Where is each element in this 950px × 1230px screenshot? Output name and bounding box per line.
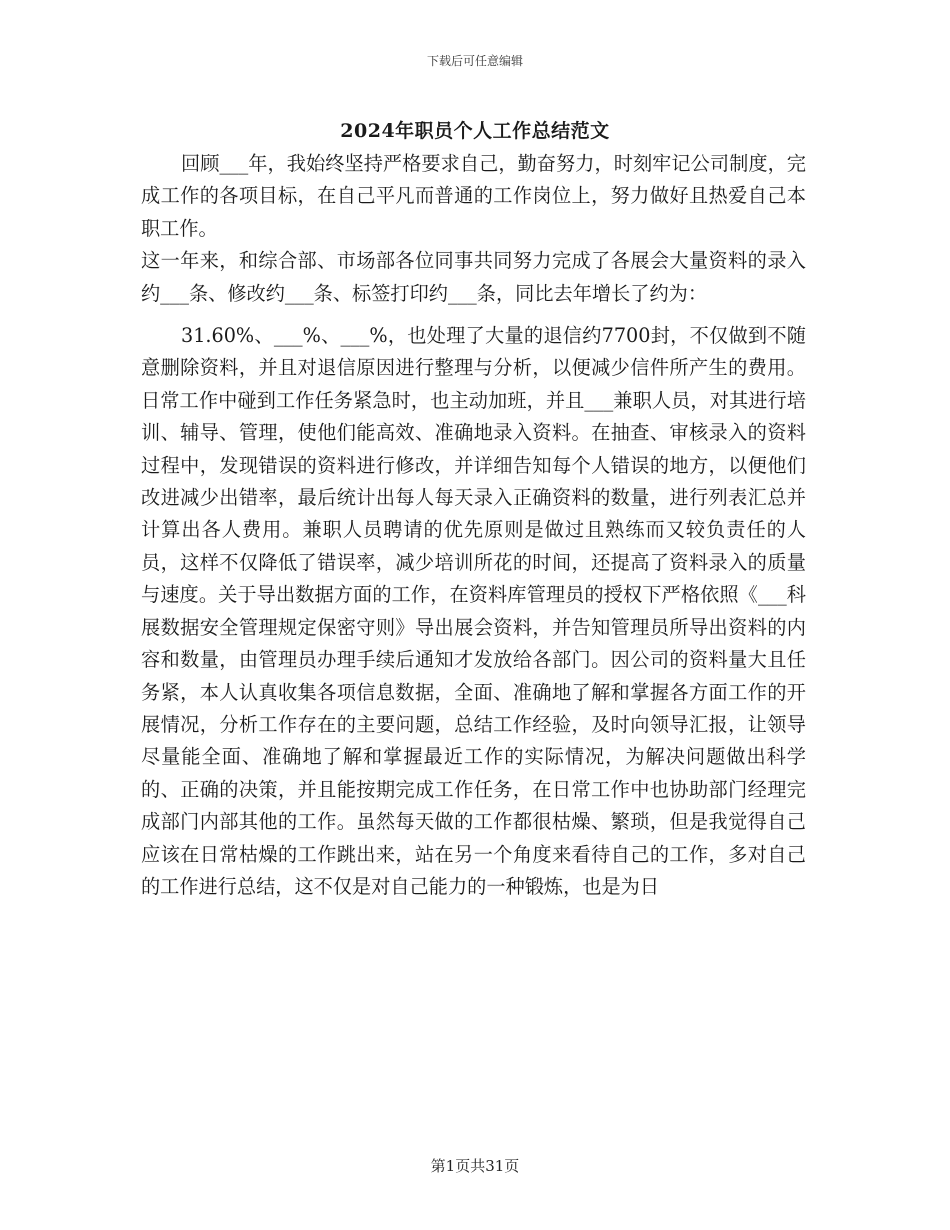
header-note: 下载后可任意编辑: [426, 54, 523, 68]
paragraph-main: 31.60%、___%、___%，也处理了大量的退信约7700封，不仅做到不随意删除资料，并且对退信原因进行整理与分析，以便减少信件所产生的费用。日常工作中碰到工作任务紧急时，也主动加班，并且___兼职人员，对其进行培训、辅导、管理，使他们能高效、准确地录入资料。在抽查、审核录入的资料过程中，发现错误的资料进行修改，并详细告知每个人错误的地方，以便他们改进减少出错率，最后统计出每人每天录入正确资料的数量，进行列表汇总并计算出各人费用。兼职人员聘请的优先原则是做过且熟练而又较负责任的人员，这样不仅降低了错误率，减少培训所花的时间，还提高了资料录入的质量与速度。关于导出数据方面的工作，在资料库管理员的授权下严格依照《___科展数据安全管理规定保密守则》导出展会资料，并告知管理员所导出资料的内容和数量，由管理员办理手续后通知才发放给各部门。因公司的资料量大且任务紧，本人认真收集各项信息数据，全面、准确地了解和掌握各方面工作的开展情况，分析工作存在的主要问题，总结工作经验，及时向领导汇报，让领导尽量能全面、准确地了解和掌握最近工作的实际情况，为解决问题做出科学的、正确的决策，并且能按期完成工作任务，在日常工作中也协助部门经理完成部门内部其他的工作。虽然每天做的工作都很枯燥、繁琐，但是我觉得自己应该在日常枯燥的工作跳出来，站在另一个角度来看待自己的工作，多对自己的工作进行总结，这不仅是对自己能力的一种锻炼，也是为日: [141, 324, 806, 898]
document-body: [141, 148, 806, 903]
paragraph-intro: 回顾___年，我始终坚持严格要求自己，勤奋努力，时刻牢记公司制度，完成工作的各项目标，在自己平凡而普通的工作岗位上，努力做好且热爱自己本职工作。: [141, 152, 806, 240]
paragraph-data-entry: 这一年来，和综合部、市场部各位同事共同努力完成了各展会大量资料的录入约___条、修改约___条、标签打印约___条，同比去年增长了约为：: [141, 249, 806, 305]
page-footer: 第1页共31页: [430, 1157, 520, 1175]
document-title: 2024年职员个人工作总结范文: [340, 120, 610, 142]
